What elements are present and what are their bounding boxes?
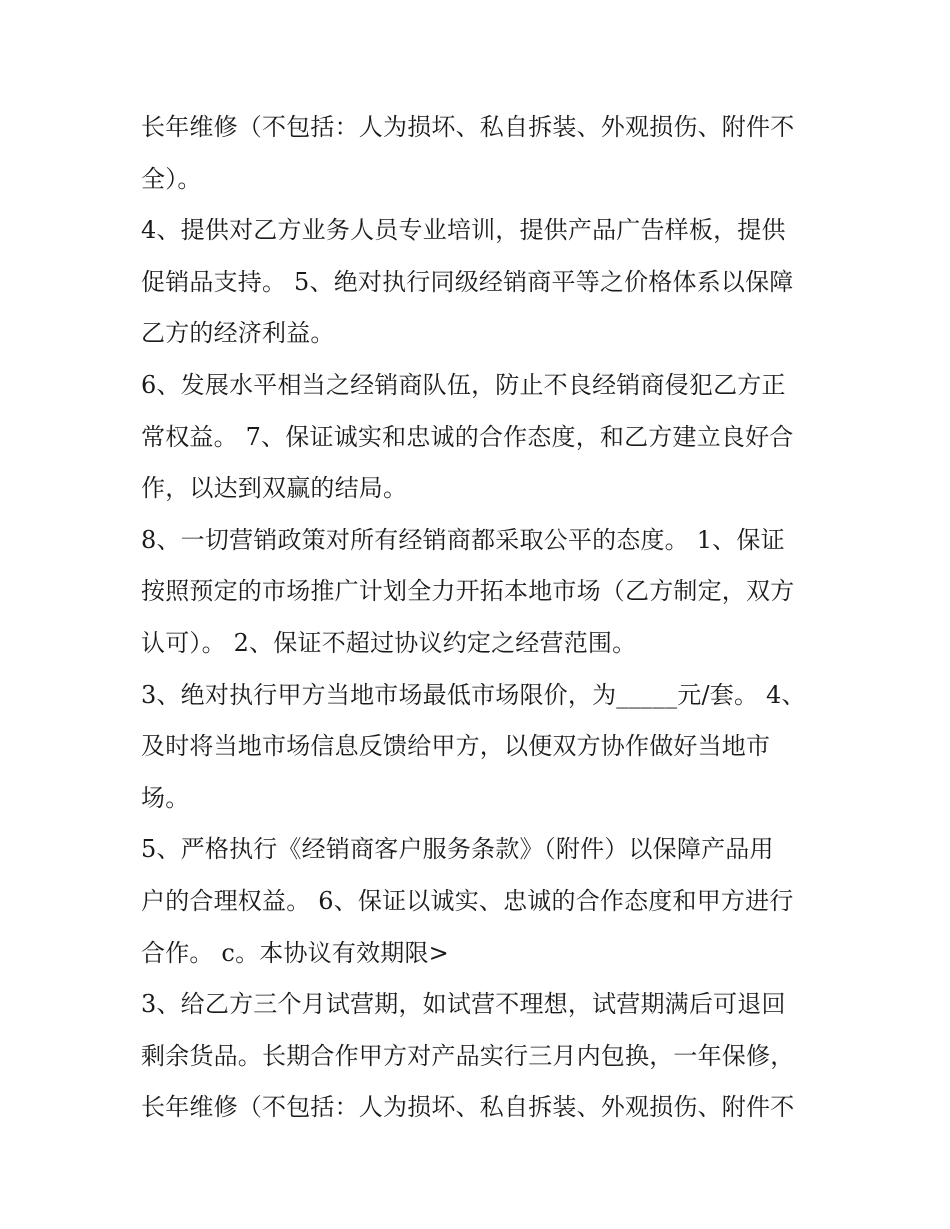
text-line: 3、给乙方三个月试营期，如试营不理想，试营期满后可退回 [141,990,786,1019]
text-line: 长年维修（不包括：人为损坏、私自拆装、外观损伤、附件不 [141,113,795,141]
text-line: 6、发展水平相当之经销商队伍，防止不良经销商侵犯乙方正 [141,370,786,399]
text-line: 剩余货品。长期合作甲方对产品实行三月内包换，一年保修， [141,1041,795,1070]
text-line: 常权益。 7、保证诚实和忠诚的合作态度，和乙方建立良好合 [141,422,794,451]
text-line: 合作。 c。本协议有效期限> [141,938,449,967]
text-line: 及时将当地市场信息反馈给甲方，以便双方协作做好当地市 [141,732,771,761]
text-line: 按照预定的市场推广计划全力开拓本地市场（乙方制定，双方 [141,577,795,606]
text-line: 4、提供对乙方业务人员专业培训，提供产品广告样板，提供 [141,216,786,245]
text-line: 促销品支持。 5、绝对执行同级经销商平等之价格体系以保障 [141,267,794,296]
text-line: 3、绝对执行甲方当地市场最低市场限价，为_____元/套。 4、 [141,680,806,709]
text-line: 乙方的经济利益。 [141,319,335,348]
text-line: 全）。 [141,164,202,193]
document-body [141,102,821,1134]
text-line: 作，以达到双赢的结局。 [141,474,408,503]
text-line: 场。 [141,783,190,812]
text-line: 认可）。 2、保证不超过协议约定之经营范围。 [141,628,637,657]
text-line: 户的合理权益。 6、保证以诚实、忠诚的合作态度和甲方进行 [141,886,794,915]
text-line: 长年维修（不包括：人为损坏、私自拆装、外观损伤、附件不 [141,1093,795,1122]
text-line: 5、严格执行《经销商客户服务条款》（附件）以保障产品用 [141,835,774,864]
text-line: 8、一切营销政策对所有经销商都采取公平的态度。 1、保证 [141,525,785,554]
